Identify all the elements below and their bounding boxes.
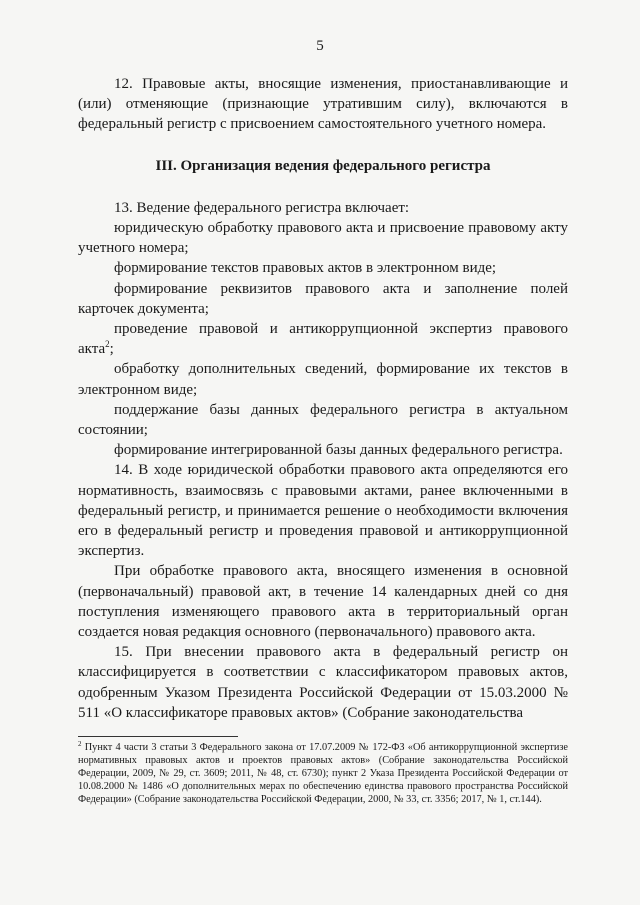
paragraph-12: 12. Правовые акты, вносящие изменения, приостанавливающие и (или) отменяющие (признающие утратившим силу), включаются в федеральный регистр с присвоением самостоятельного учетного номера.: [78, 76, 568, 133]
list-item: юридическую обработку правового акта и присвоение правовому акту учетного номера;: [78, 220, 568, 257]
list-item: формирование интегрированной базы данных федерального регистра.: [114, 442, 563, 459]
paragraph-14: 14. В ходе юридической обработки правового акта определяются его нормативность, взаимосвязь с правовыми актами, ранее включенными в федеральный регистр, и принимается решение о необходимости включения его в федеральный регистр и проведения правовой и антикоррупционной экспертиз.: [78, 462, 568, 560]
list-item: [78, 319, 568, 359]
footnote-divider: [78, 736, 238, 737]
list-item-text: проведение правовой и антикоррупционной экспертиз правового акта: [78, 321, 568, 358]
paragraph-14-continued: При обработке правового акта, вносящего изменения в основной (первоначальный) правовой акт, в течение 14 календарных дней со дня поступления изменяющего правового акта в территориальный орган создается новая редакция основного (первоначального) правового акта.: [78, 563, 568, 641]
list-item: поддержание базы данных федерального регистра в актуальном состоянии;: [78, 401, 568, 439]
footnote-text: Пункт 4 части 3 статьи 3 Федерального закона от 17.07.2009 № 172-ФЗ «Об антикоррупционной экспертизе нормативных правовых актов и проектов правовых актов» (Собрание законодательства Российской Федерации, 2009, № 29, ст. 3609; 2011, № 48, ст. 6730); пункт 2 Указа Президента Российской Федерации от 10.08.2000 № 1486 «О дополнительных мерах по обеспечению единства правового пространства Российской Федерации» (Собрание законодательства Российской Федерации, 2000, № 33, ст. 3356; 2017, № 1, ст.144).: [78, 742, 568, 805]
paragraph-15: 15. При внесении правового акта в федеральный регистр он классифицируется в соответствии с классификатором правовых актов, одобренным Указом Президента Российской Федерации от 15.03.2000 № 511 «О классификаторе правовых актов» (Собрание законодательства: [78, 644, 568, 721]
list-item: формирование текстов правовых актов в электронном виде;: [114, 260, 497, 277]
footnote-marker: 2: [78, 740, 82, 748]
footnote: [78, 741, 568, 806]
page-number: 5: [316, 38, 324, 54]
list-item-punct: ;: [109, 341, 114, 358]
document-body: [78, 74, 568, 723]
footnote-reference: 2: [105, 339, 110, 350]
list-item: обработку дополнительных сведений, формирование их текстов в электронном виде;: [78, 361, 568, 398]
section-heading: III. Организация ведения федерального регистра: [155, 157, 491, 174]
list-item: формирование реквизитов правового акта и заполнение полей карточек документа;: [78, 280, 568, 317]
paragraph-13: 13. Ведение федерального регистра включает:: [114, 199, 410, 216]
